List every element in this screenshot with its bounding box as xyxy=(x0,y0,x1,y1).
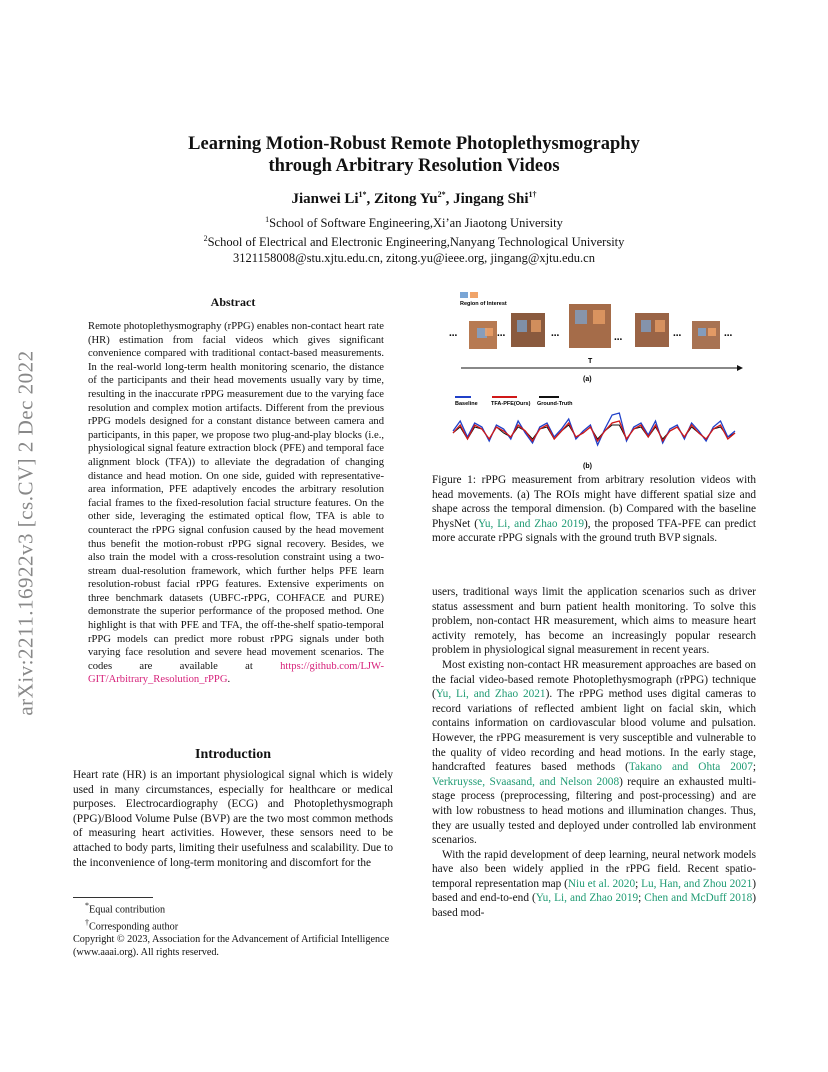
code-link[interactable]: https://github.com/LJW-GIT/Arbitrary_Resolution_rPPG xyxy=(88,660,384,686)
paragraph-1: users, traditional ways limit the application scenarios such as driver status assessment and burn patient health monitoring. To solve this problem, non-contact HR measurement, which aims to measure heart activity remotely, has become an increasingly popular research problem in physiological signal measurement in recent years. xyxy=(432,586,756,657)
ellipsis-3: ... xyxy=(551,327,560,339)
citation[interactable]: Yu, Li, and Zhao 2019 xyxy=(535,892,639,905)
introduction-heading: Introduction xyxy=(195,747,271,762)
ellipsis-1: ... xyxy=(449,327,458,339)
ellipsis-4: ... xyxy=(614,331,623,343)
signal-plot xyxy=(453,413,735,445)
subfigure-a-label: (a) xyxy=(583,376,592,383)
introduction-body: Heart rate (HR) is an important physiological signal which is widely used in many circumstances, especially for healthcare or medical purposes. Electrocardiography (ECG) and Photoplethysmograph (PPG)/Blood Volume Pulse (BVP) are the two most common methods of measuring heart activities. However, these sensors need to be attached to body parts, limiting their usefulness and scalability. Due to the inconvenience of long-term monitoring and discomfort for the xyxy=(73,769,393,869)
citation[interactable]: Takano and Ohta 2007 xyxy=(628,761,753,774)
author-2: Zitong Yu xyxy=(374,191,438,207)
roi-legend-label: Region of Interest xyxy=(460,301,507,307)
author-list: Jianwei $Li^{1*}$, Zitong $Yu^{2*}$, Jingang Shi$^{1\dagger}$ xyxy=(291,190,537,207)
citation[interactable]: Lu, Han, and Zhou 2021 xyxy=(641,877,753,890)
footnote-corresponding: †Corresponding author xyxy=(85,917,179,933)
face-frame-2 xyxy=(511,313,545,347)
ellipsis-6: ... xyxy=(724,327,733,339)
face-frame-5 xyxy=(692,321,720,349)
author-1: Jianwei Li xyxy=(291,191,359,207)
time-arrow-head xyxy=(737,365,743,371)
legend-baseline: Baseline xyxy=(455,401,478,407)
figure-1 xyxy=(447,288,757,472)
ellipsis-5: ... xyxy=(673,327,682,339)
title-line-1: Learning Motion-Robust Remote Photoplethysmography xyxy=(188,134,640,154)
abstract-heading: Abstract xyxy=(210,295,256,309)
affiliation-2: $^2$School of Electrical and Electronic Engineering,Nanyang Technological University xyxy=(203,234,625,250)
subfigure-b-label: (b) xyxy=(583,463,592,470)
title-line-2: through Arbitrary Resolution Videos xyxy=(268,156,560,176)
citation[interactable]: Verkruysse, Svaasand, and Nelson 2008 xyxy=(432,775,620,788)
paragraph-3: With the rapid development of deep learning, neural network models have also been widely applied in the rPPG field. Recent spatio-temporal representation map (Niu et al. 2020; Lu, Han, and Zhou 2021) based and end-to-end (Yu, Li, and Zhao 2019; Chen and McDuff 2018) based mod- xyxy=(432,848,757,920)
paper-title xyxy=(0,133,828,177)
face-frame-3 xyxy=(569,304,611,348)
citation[interactable]: Chen and McDuff 2018 xyxy=(644,892,753,905)
face-frame-1 xyxy=(469,321,497,349)
time-label: T xyxy=(588,358,593,365)
citation[interactable]: Niu et al. 2020 xyxy=(567,877,636,890)
abstract-body: Remote photoplethysmography (rPPG) enables non-contact heart rate (HR) estimation from facial videos which gives significant convenience compared with traditional contact-based measurements. In the real-world long-term health monitoring scenario, the distance of the participants and their head movements usually vary by time, resulting in the inaccurate rPPG measurement due to the varying face resolution and complex motion artifacts. Different from the previous rPPG models designed for a constant distance between camera and participants, in this paper, we propose two plug-and-play blocks (i.e., physiological signal feature extraction block (PFE) and temporal face alignment block (TFA)) to alleviate the degradation of changing distance and head motion. On one side, guided with representative-area information, PFE adaptively encodes the arbitrary resolution facial frames to the fixed-resolution facial structure features. On the other side, leveraging the estimated optical flow, TFA is able to counteract the rPPG signal confusion caused by the head movement thus benefit the motion-robust rPPG signal recovery. Besides, we also train the model with a cross-resolution constraint using a two-stream dual-resolution framework, which further helps PFE learn resolution-robust facial rPPG features. Extensive experiments on three benchmark datasets (UBFC-rPPG, COHFACE and PURE) demonstrate the superior performance of the proposed method. One highlight is that with PFE and TFA, the off-the-shelf spatio-temporal rPPG models can predict more robust rPPG signals under both varying face resolution and severe head movement scenarios. The codes are available at https://github.com/LJW-GIT/Arbitrary_Resolution_rPPG. xyxy=(88,321,384,686)
author-3: Jingang Shi xyxy=(453,191,529,207)
figure-1-caption: Figure 1: rPPG measurement from arbitrary resolution videos with head movements. (a) The ROIs might have different spatial size and shape across the temporal dimension. (b) Compared with the baseline PhysNet (Yu, Li, and Zhao 2019), the proposed TFA-PFE can predict more accurate rPPG signals with the ground truth BVP signals. xyxy=(432,474,757,545)
paragraph-2: Most existing non-contact HR measurement approaches are based on the facial video-based remote Photoplethysmograph (rPPG) technique (Yu, Li, and Zhao 2021). The rPPG method uses digital cameras to record variations of reflected ambient light on facial skin, which contains information on cardiovascular blood volume and pulsation. However, the rPPG measurement is very susceptible and vulnerable to the quality of video recording and head motions. In the early stage, handcrafted features based methods (Takano and Ohta 2007; Verkruysse, Svaasand, and Nelson 2008) require an exhausted multi-stage process (preprocessing, filtering and post-processing) and are with low robustness to head motions and illumination changes. Thus, they are usually tested and deployed under controlled lab environment scenarios. xyxy=(432,658,756,847)
footnote-rule xyxy=(73,897,153,898)
arxiv-stamp: arXiv:2211.16922v3 [cs.CV] 2 Dec 2022 xyxy=(13,350,38,716)
author-emails: 3121158008@stu.xjtu.edu.cn, zitong.yu@ieee.org, jingang@xjtu.edu.cn xyxy=(233,251,595,266)
right-column-body xyxy=(432,585,756,921)
roi-legend-swatch-blue xyxy=(460,292,468,298)
affiliation-1: $^1$School of Software Engineering,Xi’an Jiaotong University xyxy=(265,215,563,231)
legend-ours: TFA-PFE(Ours) xyxy=(491,401,531,407)
copyright-notice: Copyright © 2023, Association for the Advancement of Artificial Intelligence (www.aaai.org). All rights reserved. xyxy=(73,933,390,958)
citation[interactable]: Yu, Li, and Zhao 2019 xyxy=(477,517,585,530)
footnotes xyxy=(73,900,403,959)
footnote-equal: *Equal contribution xyxy=(85,901,166,916)
face-frame-4 xyxy=(635,313,669,347)
ellipsis-2: ... xyxy=(497,327,506,339)
citation[interactable]: Yu, Li, and Zhao 2021 xyxy=(435,688,546,701)
legend-gt: Ground-Truth xyxy=(537,401,573,407)
roi-legend-swatch-orange xyxy=(470,292,478,298)
affiliations xyxy=(0,212,828,266)
